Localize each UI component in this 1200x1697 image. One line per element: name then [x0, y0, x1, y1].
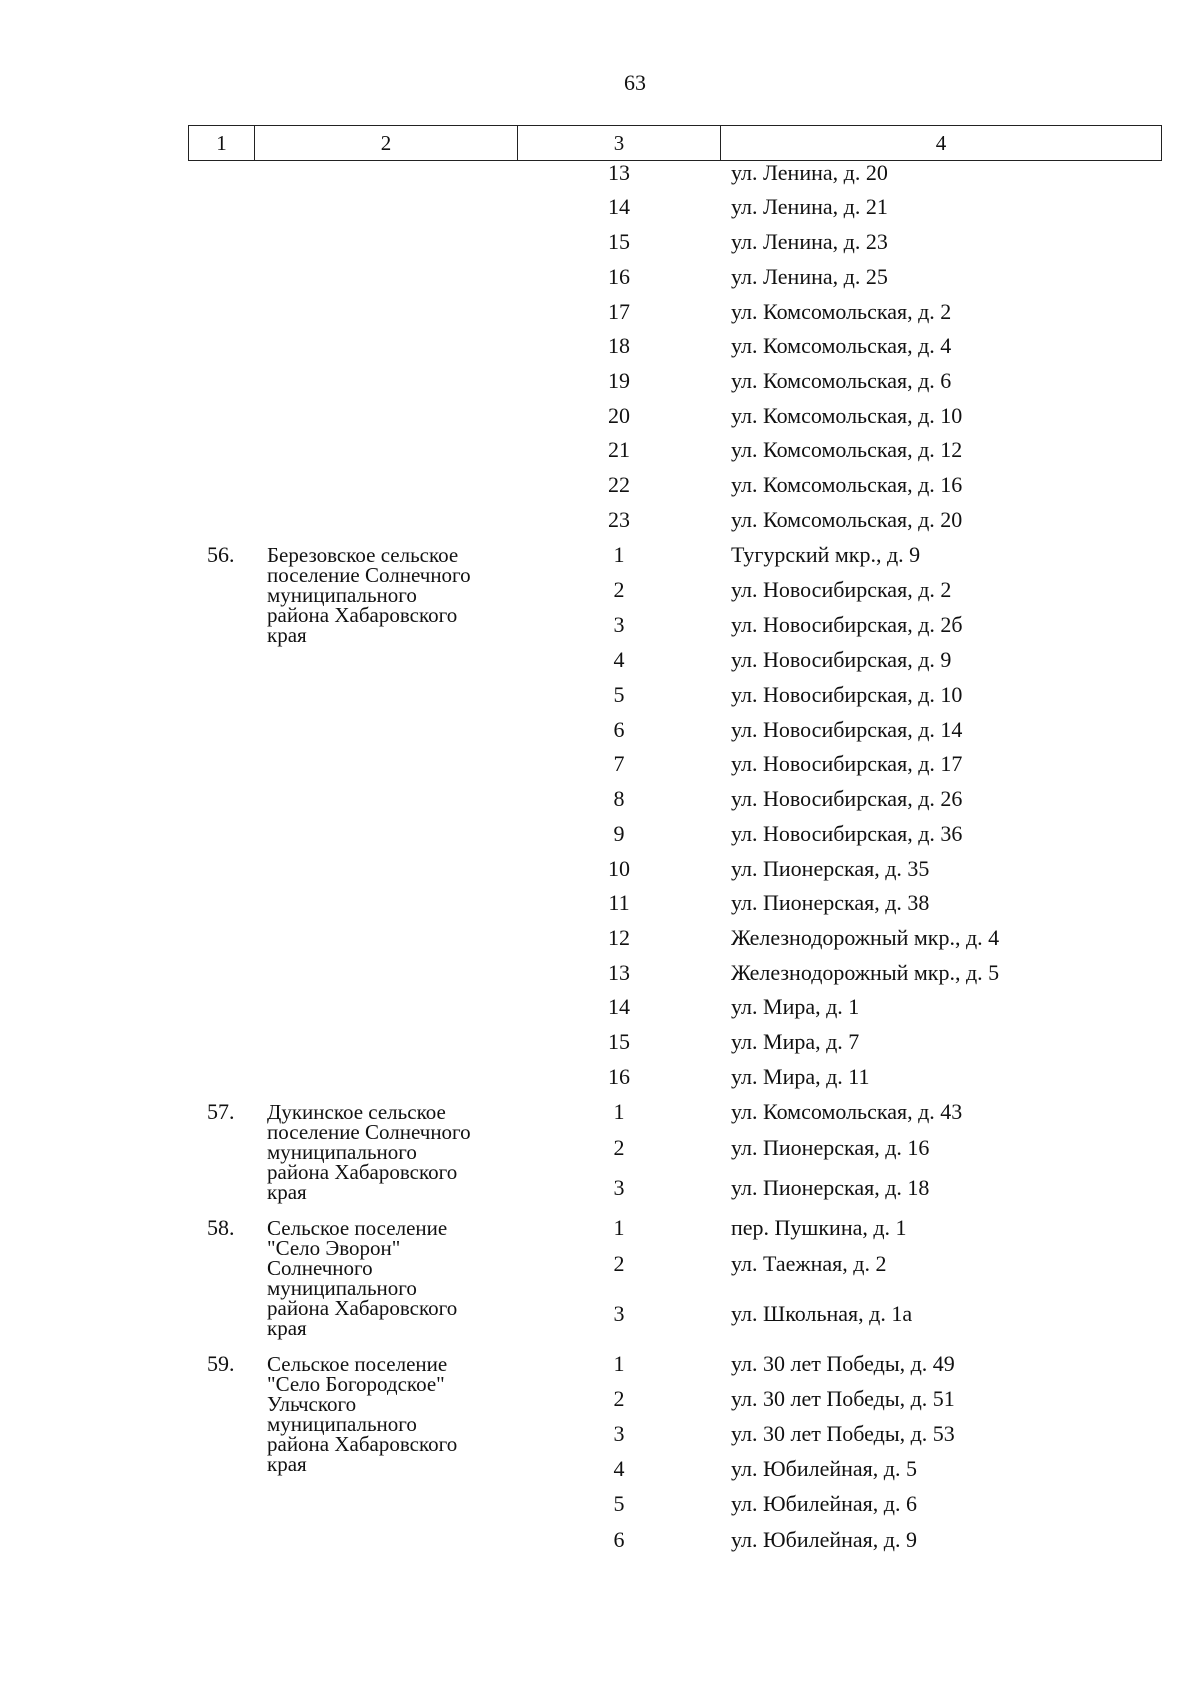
row-address: ул. Комсомольская, д. 12 [731, 437, 963, 462]
section-name-line: района Хабаровского [267, 1160, 458, 1184]
row-number: 21 [608, 437, 630, 462]
section-name-line: "Село Эворон" [267, 1236, 401, 1260]
row-number: 15 [608, 229, 630, 254]
row-number: 15 [608, 1029, 630, 1054]
section-number: 57. [207, 1099, 235, 1124]
row-address: ул. Пионерская, д. 18 [731, 1175, 930, 1200]
row-address: Железнодорожный мкр., д. 5 [731, 960, 1000, 985]
section-name-line: муниципального [267, 1412, 417, 1436]
row-number: 5 [613, 682, 625, 707]
row-number: 13 [608, 160, 630, 185]
section-name-line: района Хабаровского [267, 1296, 458, 1320]
section-name [267, 1102, 527, 1202]
row-address: ул. Комсомольская, д. 16 [731, 472, 963, 497]
row-address: ул. Новосибирская, д. 10 [731, 682, 963, 707]
section-name [267, 545, 527, 645]
row-address: ул. 30 лет Победы, д. 53 [731, 1421, 955, 1446]
row-number: 17 [608, 299, 630, 324]
header-col-3: 3 [518, 126, 721, 160]
section-name-line: района Хабаровского [267, 603, 458, 627]
row-number: 14 [608, 994, 630, 1019]
row-address: ул. Новосибирская, д. 17 [731, 751, 963, 776]
section-number: 58. [207, 1215, 235, 1240]
section-name-line: края [267, 1316, 307, 1340]
row-address: ул. Юбилейная, д. 9 [731, 1527, 917, 1552]
section-name-line: края [267, 1180, 307, 1204]
row-number: 16 [608, 264, 630, 289]
row-number: 2 [613, 577, 625, 602]
section-name-line: Дукинское сельское [267, 1100, 446, 1124]
row-address: ул. Мира, д. 11 [731, 1064, 870, 1089]
row-number: 10 [608, 856, 630, 881]
row-address: ул. Таежная, д. 2 [731, 1251, 887, 1276]
row-address: ул. Ленина, д. 23 [731, 229, 888, 254]
row-number: 20 [608, 403, 630, 428]
row-address: ул. Ленина, д. 20 [731, 160, 888, 185]
header-col-1: 1 [189, 126, 255, 160]
row-address: ул. Пионерская, д. 38 [731, 890, 930, 915]
row-address: пер. Пушкина, д. 1 [731, 1215, 907, 1240]
section-name-line: поселение Солнечного [267, 563, 471, 587]
row-address: ул. Новосибирская, д. 2б [731, 612, 963, 637]
row-number: 11 [608, 890, 630, 915]
page-number: 63 [624, 70, 646, 95]
row-number: 3 [613, 1175, 625, 1200]
row-address: ул. Мира, д. 7 [731, 1029, 860, 1054]
row-address: ул. Комсомольская, д. 20 [731, 507, 963, 532]
row-number: 2 [613, 1386, 625, 1411]
row-address: ул. Юбилейная, д. 5 [731, 1456, 917, 1481]
row-number: 16 [608, 1064, 630, 1089]
row-address: ул. Пионерская, д. 35 [731, 856, 930, 881]
row-address: ул. Новосибирская, д. 36 [731, 821, 963, 846]
row-address: ул. Ленина, д. 25 [731, 264, 888, 289]
row-number: 7 [613, 751, 625, 776]
section-name-line: Ульчского [267, 1392, 357, 1416]
row-address: ул. Комсомольская, д. 43 [731, 1099, 963, 1124]
section-number: 59. [207, 1351, 235, 1376]
section-name-line: Березовское сельское [267, 543, 459, 567]
row-address: ул. Комсомольская, д. 4 [731, 333, 952, 358]
row-number: 9 [613, 821, 625, 846]
row-number: 22 [608, 472, 630, 497]
row-number: 23 [608, 507, 630, 532]
row-number: 1 [613, 1099, 625, 1124]
row-number: 2 [613, 1251, 625, 1276]
section-number: 56. [207, 542, 235, 567]
row-number: 4 [613, 1456, 625, 1481]
section-name-line: муниципального [267, 583, 417, 607]
row-address: ул. 30 лет Победы, д. 51 [731, 1386, 955, 1411]
row-number: 1 [613, 1351, 625, 1376]
row-number: 8 [613, 786, 625, 811]
row-address: ул. Новосибирская, д. 14 [731, 717, 963, 742]
row-number: 1 [613, 542, 625, 567]
section-name-line: муниципального [267, 1140, 417, 1164]
section-name-line: муниципального [267, 1276, 417, 1300]
row-address: ул. Юбилейная, д. 6 [731, 1491, 917, 1516]
section-name-line: края [267, 1452, 307, 1476]
header-col-4: 4 [935, 130, 947, 155]
row-number: 14 [608, 194, 630, 219]
row-address: ул. Пионерская, д. 16 [731, 1135, 930, 1160]
section-name-line: поселение Солнечного [267, 1120, 471, 1144]
row-address: ул. Ленина, д. 21 [731, 194, 888, 219]
row-address: Тугурский мкр., д. 9 [731, 542, 921, 567]
row-number: 3 [613, 1421, 625, 1446]
row-number: 12 [608, 925, 630, 950]
row-number: 13 [608, 960, 630, 985]
row-number: 2 [613, 1135, 625, 1160]
row-address: ул. 30 лет Победы, д. 49 [731, 1351, 955, 1376]
row-number: 19 [608, 368, 630, 393]
row-address: Железнодорожный мкр., д. 4 [731, 925, 1000, 950]
row-address: ул. Мира, д. 1 [731, 994, 860, 1019]
section-name-line: "Село Богородское" [267, 1372, 445, 1396]
row-number: 6 [613, 717, 625, 742]
row-number: 1 [613, 1215, 625, 1240]
row-address: ул. Новосибирская, д. 2 [731, 577, 952, 602]
section-name-line: Сельское поселение [267, 1352, 448, 1376]
row-number: 5 [613, 1491, 625, 1516]
row-address: ул. Комсомольская, д. 2 [731, 299, 952, 324]
section-name-line: края [267, 623, 307, 647]
row-address: ул. Комсомольская, д. 10 [731, 403, 963, 428]
header-col-2: 2 [255, 126, 518, 160]
row-number: 3 [613, 612, 625, 637]
row-address: ул. Новосибирская, д. 9 [731, 647, 952, 672]
section-name-line: района Хабаровского [267, 1432, 458, 1456]
row-address: ул. Школьная, д. 1а [731, 1301, 913, 1326]
section-name [267, 1354, 527, 1474]
row-address: ул. Новосибирская, д. 26 [731, 786, 963, 811]
section-name [267, 1218, 527, 1338]
section-name-line: Сельское поселение [267, 1216, 448, 1240]
table-header [188, 125, 1162, 161]
row-address: ул. Комсомольская, д. 6 [731, 368, 952, 393]
row-number: 3 [613, 1301, 625, 1326]
row-number: 6 [613, 1527, 625, 1552]
row-number: 18 [608, 333, 630, 358]
row-number: 4 [613, 647, 625, 672]
section-name-line: Солнечного [267, 1256, 373, 1280]
